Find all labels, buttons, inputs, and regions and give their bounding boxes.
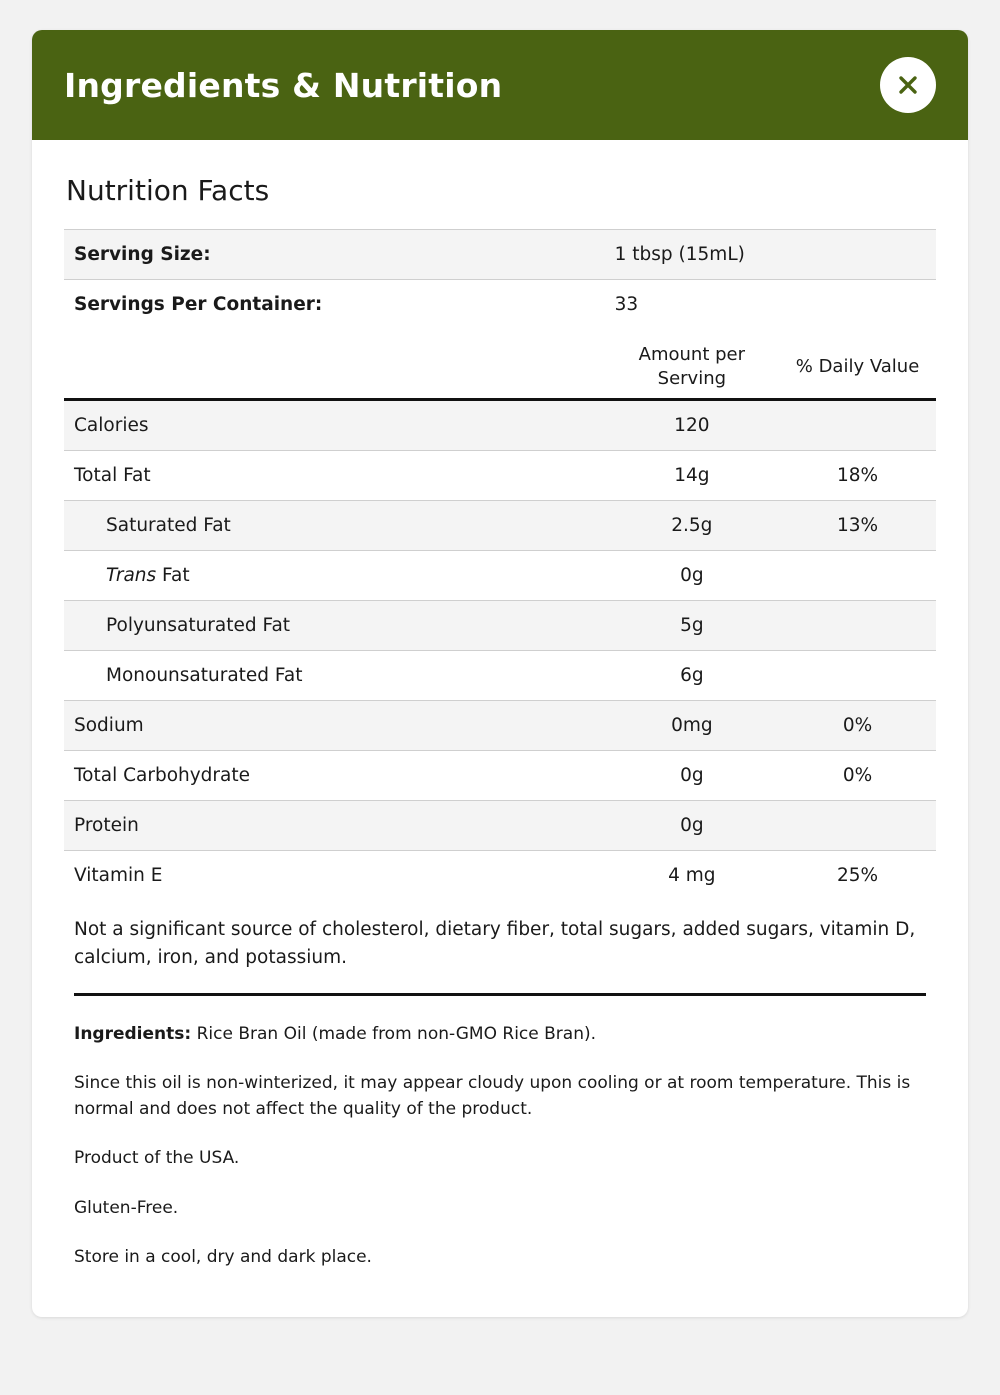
table-row-serving-size xyxy=(64,230,936,280)
nutrient-amount: 5g xyxy=(605,600,779,650)
table-row xyxy=(64,600,936,650)
table-row xyxy=(64,700,936,750)
nutrient-amount: 120 xyxy=(605,399,779,450)
ingredients-line xyxy=(74,1022,926,1048)
servings-per-container-value: 33 xyxy=(605,280,936,330)
nutrient-amount: 0mg xyxy=(605,700,779,750)
table-row xyxy=(64,800,936,850)
nutrient-dv xyxy=(779,399,936,450)
nutrient-label: Trans Fat xyxy=(64,550,605,600)
nutrition-facts-table xyxy=(64,229,936,900)
nutrient-amount: 2.5g xyxy=(605,500,779,550)
servings-per-container-label: Servings Per Container: xyxy=(64,280,605,330)
nutrient-label: Vitamin E xyxy=(64,850,605,900)
nutrient-dv: 25% xyxy=(779,850,936,900)
nutrient-amount: 6g xyxy=(605,650,779,700)
table-header-row xyxy=(64,329,936,399)
ingredients-list: Rice Bran Oil (made from non-GMO Rice Bran). xyxy=(191,1023,596,1044)
column-header-amount: Amount per Serving xyxy=(638,344,746,390)
nutrient-dv: 0% xyxy=(779,750,936,800)
table-row-servings-per-container xyxy=(64,280,936,330)
page-title: Nutrition Facts xyxy=(66,174,270,207)
nutrient-dv xyxy=(779,550,936,600)
table-row xyxy=(64,850,936,900)
nutrient-label: Monounsaturated Fat xyxy=(64,650,605,700)
ingredients-section xyxy=(64,996,936,1271)
nutrient-label: Saturated Fat xyxy=(64,500,605,550)
nutrient-amount: 0g xyxy=(605,550,779,600)
nutrient-dv xyxy=(779,600,936,650)
nutrient-amount: 14g xyxy=(605,450,779,500)
nutrition-footnote: Not a significant source of cholesterol, dietary fiber, total sugars, added sugars, vitamin D, calcium, iron, and potassium. xyxy=(74,918,916,969)
nutrient-amount: 4 mg xyxy=(605,850,779,900)
trans-italic: Trans xyxy=(106,564,157,586)
modal-body xyxy=(32,140,968,1317)
nutrient-amount: 0g xyxy=(605,800,779,850)
table-row xyxy=(64,399,936,450)
nutrient-dv: 18% xyxy=(779,450,936,500)
serving-size-value: 1 tbsp (15mL) xyxy=(605,230,936,280)
modal-header xyxy=(32,30,968,140)
nutrient-dv xyxy=(779,800,936,850)
table-row xyxy=(64,550,936,600)
ingredients-label: Ingredients: xyxy=(74,1023,192,1044)
ingredients-nutrition-modal xyxy=(32,30,968,1317)
nutrient-label: Sodium xyxy=(64,700,605,750)
nutrient-label: Protein xyxy=(64,800,605,850)
note-origin: Product of the USA. xyxy=(74,1148,240,1169)
column-header-daily-value: % Daily Value xyxy=(795,356,920,378)
nutrient-label: Total Fat xyxy=(64,450,605,500)
note-gluten-free: Gluten-Free. xyxy=(74,1197,179,1218)
modal-title: Ingredients & Nutrition xyxy=(64,65,503,105)
table-row xyxy=(64,450,936,500)
table-row xyxy=(64,500,936,550)
close-x-glyph xyxy=(895,72,921,98)
note-storage: Store in a cool, dry and dark place. xyxy=(74,1247,372,1268)
spacer-cell xyxy=(64,329,605,399)
table-row xyxy=(64,650,936,700)
nutrient-label: Total Carbohydrate xyxy=(64,750,605,800)
nutrient-label: Calories xyxy=(64,399,605,450)
serving-size-label: Serving Size: xyxy=(64,230,605,280)
close-icon[interactable] xyxy=(880,57,936,113)
table-row xyxy=(64,750,936,800)
nutrient-label: Polyunsaturated Fat xyxy=(64,600,605,650)
nutrient-dv: 13% xyxy=(779,500,936,550)
nutrient-dv: 0% xyxy=(779,700,936,750)
nutrient-dv xyxy=(779,650,936,700)
note-cloudy: Since this oil is non-winterized, it may appear cloudy upon cooling or at room temperature. This is normal and does not affect the quality of the product. xyxy=(74,1073,911,1119)
nutrient-amount: 0g xyxy=(605,750,779,800)
